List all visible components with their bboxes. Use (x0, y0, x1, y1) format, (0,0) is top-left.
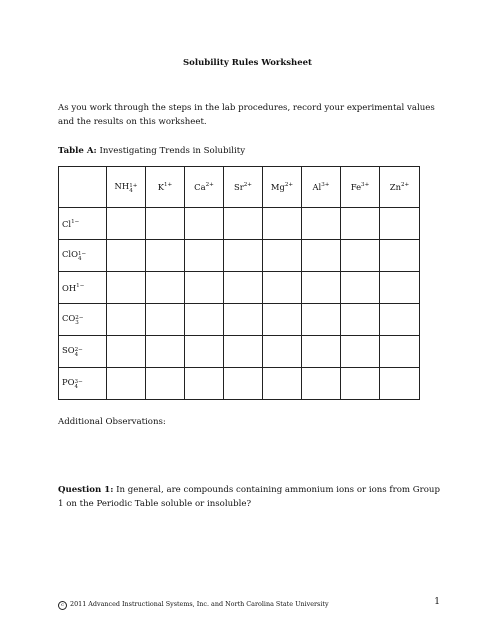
cation-header (302, 167, 341, 208)
result-cell[interactable] (302, 368, 341, 400)
ion-symbol: OH (62, 282, 77, 293)
anion-header (59, 272, 107, 304)
anion-row (59, 240, 420, 272)
anion-ion (62, 283, 84, 293)
result-cell[interactable] (146, 208, 185, 240)
page-number: 1 (434, 597, 440, 607)
anion-row (59, 368, 420, 400)
result-cell[interactable] (185, 336, 224, 368)
ion-subscript: 4 (74, 384, 79, 390)
result-cell[interactable] (224, 208, 263, 240)
question-1 (58, 483, 442, 511)
result-cell[interactable] (107, 368, 146, 400)
result-cell[interactable] (107, 272, 146, 304)
result-cell[interactable] (380, 336, 420, 368)
cation-header (107, 167, 146, 208)
anion-row (59, 208, 420, 240)
ion-charge: 3+ (361, 182, 370, 188)
result-cell[interactable] (380, 304, 420, 336)
footer-copyright (58, 600, 329, 610)
result-cell[interactable] (146, 304, 185, 336)
result-cell[interactable] (146, 240, 185, 272)
result-cell[interactable] (263, 240, 302, 272)
cation-header (341, 167, 380, 208)
ion-charge: 2− (75, 315, 84, 321)
result-cell[interactable] (263, 368, 302, 400)
anion-ion (62, 313, 84, 326)
corner-cell (59, 167, 107, 208)
footer-text: 2011 Advanced Instructional Systems, Inc. and North Carolina State University (70, 600, 329, 608)
anion-ion (62, 345, 83, 358)
ion-subscript: 4 (74, 352, 79, 358)
anion-row (59, 304, 420, 336)
intro-paragraph: As you work through the steps in the lab procedures, record your experimental values and the results on this worksheet. (58, 103, 435, 127)
ion-symbol: Cl (62, 218, 72, 229)
cation-header (380, 167, 420, 208)
result-cell[interactable] (185, 208, 224, 240)
ion-symbol: Fe (350, 182, 362, 192)
cation-ion (234, 182, 252, 192)
result-cell[interactable] (224, 240, 263, 272)
anion-header (59, 368, 107, 400)
result-cell[interactable] (380, 368, 420, 400)
result-cell[interactable] (263, 304, 302, 336)
anion-row (59, 336, 420, 368)
result-cell[interactable] (380, 208, 420, 240)
ion-subscript: 3 (75, 320, 79, 326)
result-cell[interactable] (341, 272, 380, 304)
cation-header (263, 167, 302, 208)
result-cell[interactable] (302, 208, 341, 240)
result-cell[interactable] (146, 272, 185, 304)
ion-charge: 2+ (243, 182, 252, 188)
cation-ion (390, 182, 409, 192)
ion-charge: 3+ (321, 182, 330, 188)
result-cell[interactable] (380, 272, 420, 304)
ion-subscript: 4 (129, 187, 133, 194)
cation-ion (313, 182, 330, 192)
result-cell[interactable] (302, 240, 341, 272)
ion-charge: 2+ (205, 182, 214, 188)
result-cell[interactable] (185, 368, 224, 400)
cation-ion (351, 182, 370, 192)
ion-symbol: Mg (270, 182, 285, 192)
ion-symbol: Sr (234, 182, 244, 192)
ion-symbol: PO (62, 377, 75, 387)
cation-ion (158, 182, 173, 192)
cation-header (146, 167, 185, 208)
anion-ion (62, 377, 83, 390)
page-title: Solubility Rules Worksheet (183, 58, 312, 68)
result-cell[interactable] (224, 368, 263, 400)
result-cell[interactable] (341, 208, 380, 240)
result-cell[interactable] (263, 336, 302, 368)
ion-charge: 1+ (164, 182, 173, 188)
result-cell[interactable] (107, 304, 146, 336)
anion-header (59, 208, 107, 240)
result-cell[interactable] (341, 336, 380, 368)
cation-ion (194, 182, 214, 192)
ion-charge: 1− (77, 251, 87, 257)
result-cell[interactable] (146, 368, 185, 400)
result-cell[interactable] (185, 304, 224, 336)
additional-observations-label: Additional Observations: (58, 417, 166, 427)
anion-ion (62, 219, 79, 229)
result-cell[interactable] (341, 240, 380, 272)
question-1-label: Question 1: (58, 485, 114, 495)
ion-symbol: Al (312, 182, 322, 192)
result-cell[interactable] (380, 240, 420, 272)
ion-charge: 2− (74, 347, 83, 353)
anion-ion (62, 249, 87, 262)
result-cell[interactable] (107, 336, 146, 368)
result-cell[interactable] (263, 208, 302, 240)
result-cell[interactable] (341, 304, 380, 336)
result-cell[interactable] (185, 272, 224, 304)
ion-charge: 1− (71, 218, 80, 225)
result-cell[interactable] (224, 336, 263, 368)
result-cell[interactable] (107, 208, 146, 240)
ion-charge: 3− (74, 379, 83, 385)
result-cell[interactable] (302, 336, 341, 368)
solubility-table (58, 166, 420, 400)
ion-charge: 1− (76, 282, 85, 289)
result-cell[interactable] (224, 304, 263, 336)
table-caption-label: Table A: (58, 146, 97, 156)
ion-symbol: NH (114, 180, 130, 191)
copyright-icon: c (58, 601, 67, 610)
anion-header (59, 304, 107, 336)
ion-symbol: Ca (194, 182, 206, 192)
question-1-text: In general, are compounds containing ammonium ions or ions from Group 1 on the Periodic Table soluble or insoluble? (58, 485, 440, 509)
table-caption (58, 146, 245, 156)
result-cell[interactable] (341, 368, 380, 400)
result-cell[interactable] (146, 336, 185, 368)
cation-header (185, 167, 224, 208)
cation-header-row (59, 167, 420, 208)
result-cell[interactable] (185, 240, 224, 272)
ion-charge: 2+ (400, 182, 410, 188)
result-cell[interactable] (302, 272, 341, 304)
table-caption-text: Investigating Trends in Solubility (99, 146, 246, 156)
cation-ion (271, 182, 293, 192)
anion-header (59, 336, 107, 368)
cation-header (224, 167, 263, 208)
ion-charge: 2+ (284, 182, 294, 188)
ion-symbol: K (157, 182, 164, 192)
ion-symbol: ClO (62, 249, 78, 259)
result-cell[interactable] (263, 272, 302, 304)
result-cell[interactable] (224, 272, 263, 304)
ion-symbol: SO (62, 345, 75, 355)
ion-symbol: CO (62, 313, 76, 323)
anion-row (59, 272, 420, 304)
anion-header (59, 240, 107, 272)
result-cell[interactable] (107, 240, 146, 272)
ion-subscript: 4 (77, 256, 82, 262)
ion-charge: 1+ (129, 182, 138, 189)
cation-ion (114, 180, 138, 194)
ion-symbol: Zn (389, 182, 401, 192)
result-cell[interactable] (302, 304, 341, 336)
